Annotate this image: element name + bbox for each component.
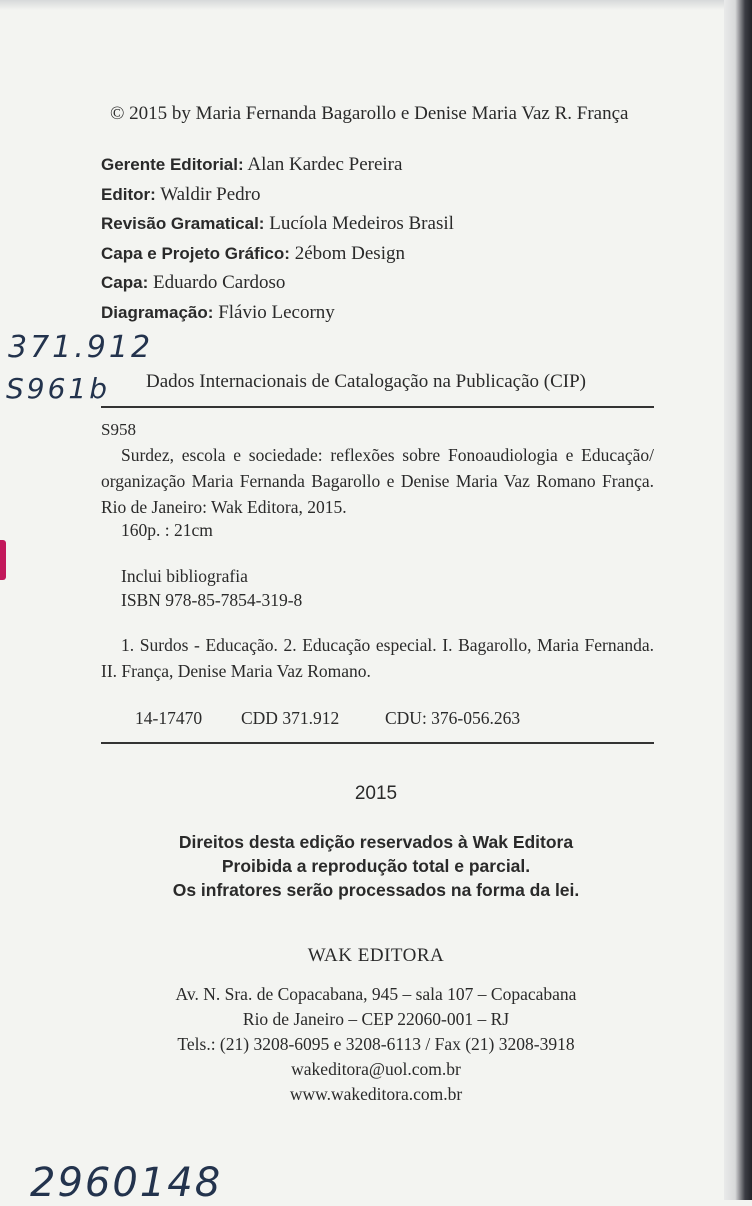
- copyright-line: © 2015 by Maria Fernanda Bagarollo e Denise Maria Vaz R. França: [110, 103, 629, 124]
- credit-label: Capa:: [101, 273, 149, 292]
- cip-pages: 160p. : 21cm: [121, 520, 213, 540]
- handwritten-cutter-number: S961b: [6, 372, 110, 405]
- rights-notice: [0, 830, 752, 902]
- credits-list: [101, 150, 454, 327]
- rights-line: Direitos desta edição reservados à Wak Editora: [178, 832, 574, 852]
- credit-row: [101, 239, 454, 269]
- credit-value: Lucíola Medeiros Brasil: [269, 213, 454, 234]
- credit-label: Capa e Projeto Gráfico:: [101, 243, 290, 263]
- credit-row: [101, 268, 454, 298]
- page-marker-tab: [0, 540, 6, 580]
- credit-value: 2ébom Design: [294, 242, 405, 264]
- handwritten-accession-number: 2960148: [30, 1160, 223, 1206]
- cip-code: S958: [101, 420, 136, 439]
- rights-line: Proibida a reprodução total e parcial.: [221, 856, 531, 876]
- cip-subjects: 1. Surdos - Educação. 2. Educação especial. I. Bagarollo, Maria Fernanda. II. França, Denise Maria Vaz Romano.: [101, 635, 654, 681]
- cip-cdd: CDD 371.912: [241, 708, 340, 728]
- credit-value: Flávio Lecorny: [218, 301, 335, 323]
- cip-title: Dados Internacionais de Catalogação na Publicação (CIP): [146, 371, 587, 392]
- credit-row: [101, 150, 454, 180]
- cip-bottom-rule: [101, 742, 654, 744]
- cip-description: Surdez, escola e sociedade: reflexões sobre Fonoaudiologia e Educação/ organização Maria Fernanda Bagarollo e Denise Maria Vaz Romano França. Rio de Janeiro: Wak Editora, 2015.: [101, 445, 654, 517]
- publisher-name: WAK EDITORA: [307, 945, 445, 966]
- cip-isbn: ISBN 978-85-7854-319-8: [121, 590, 303, 610]
- publisher-contact: [0, 982, 752, 1107]
- credit-value: Alan Kardec Pereira: [247, 154, 403, 175]
- handwritten-call-number: 371.912: [8, 330, 154, 365]
- cip-note: Inclui bibliografia: [121, 566, 248, 586]
- cip-top-rule: [101, 406, 654, 408]
- page-top-shadow: [0, 0, 752, 10]
- credit-label: Gerente Editorial:: [101, 155, 244, 174]
- credit-row: [101, 209, 454, 239]
- publisher-phones: Tels.: (21) 3208-6095 e 3208-6113 / Fax (21) 3208-3918: [177, 1034, 575, 1054]
- publisher-email: wakeditora@uol.com.br: [291, 1059, 461, 1079]
- cip-control-number: 14-17470: [135, 708, 203, 728]
- publisher-website: www.wakeditora.com.br: [289, 1084, 463, 1104]
- credit-label: Editor:: [101, 184, 156, 204]
- credit-row: [101, 180, 454, 210]
- credit-label: Revisão Gramatical:: [101, 214, 265, 233]
- cip-cdu: CDU: 376-056.263: [385, 708, 521, 728]
- publication-year: 2015: [354, 783, 398, 804]
- publisher-address: Av. N. Sra. de Copacabana, 945 – sala 107 – Copacabana: [175, 984, 577, 1004]
- credit-value: Eduardo Cardoso: [152, 272, 286, 293]
- credit-label: Diagramação:: [101, 302, 214, 322]
- credit-value: Waldir Pedro: [160, 183, 261, 205]
- publisher-city: Rio de Janeiro – CEP 22060-001 – RJ: [242, 1009, 510, 1029]
- rights-line: Os infratores serão processados na forma da lei.: [172, 880, 580, 900]
- credit-row: [101, 298, 454, 328]
